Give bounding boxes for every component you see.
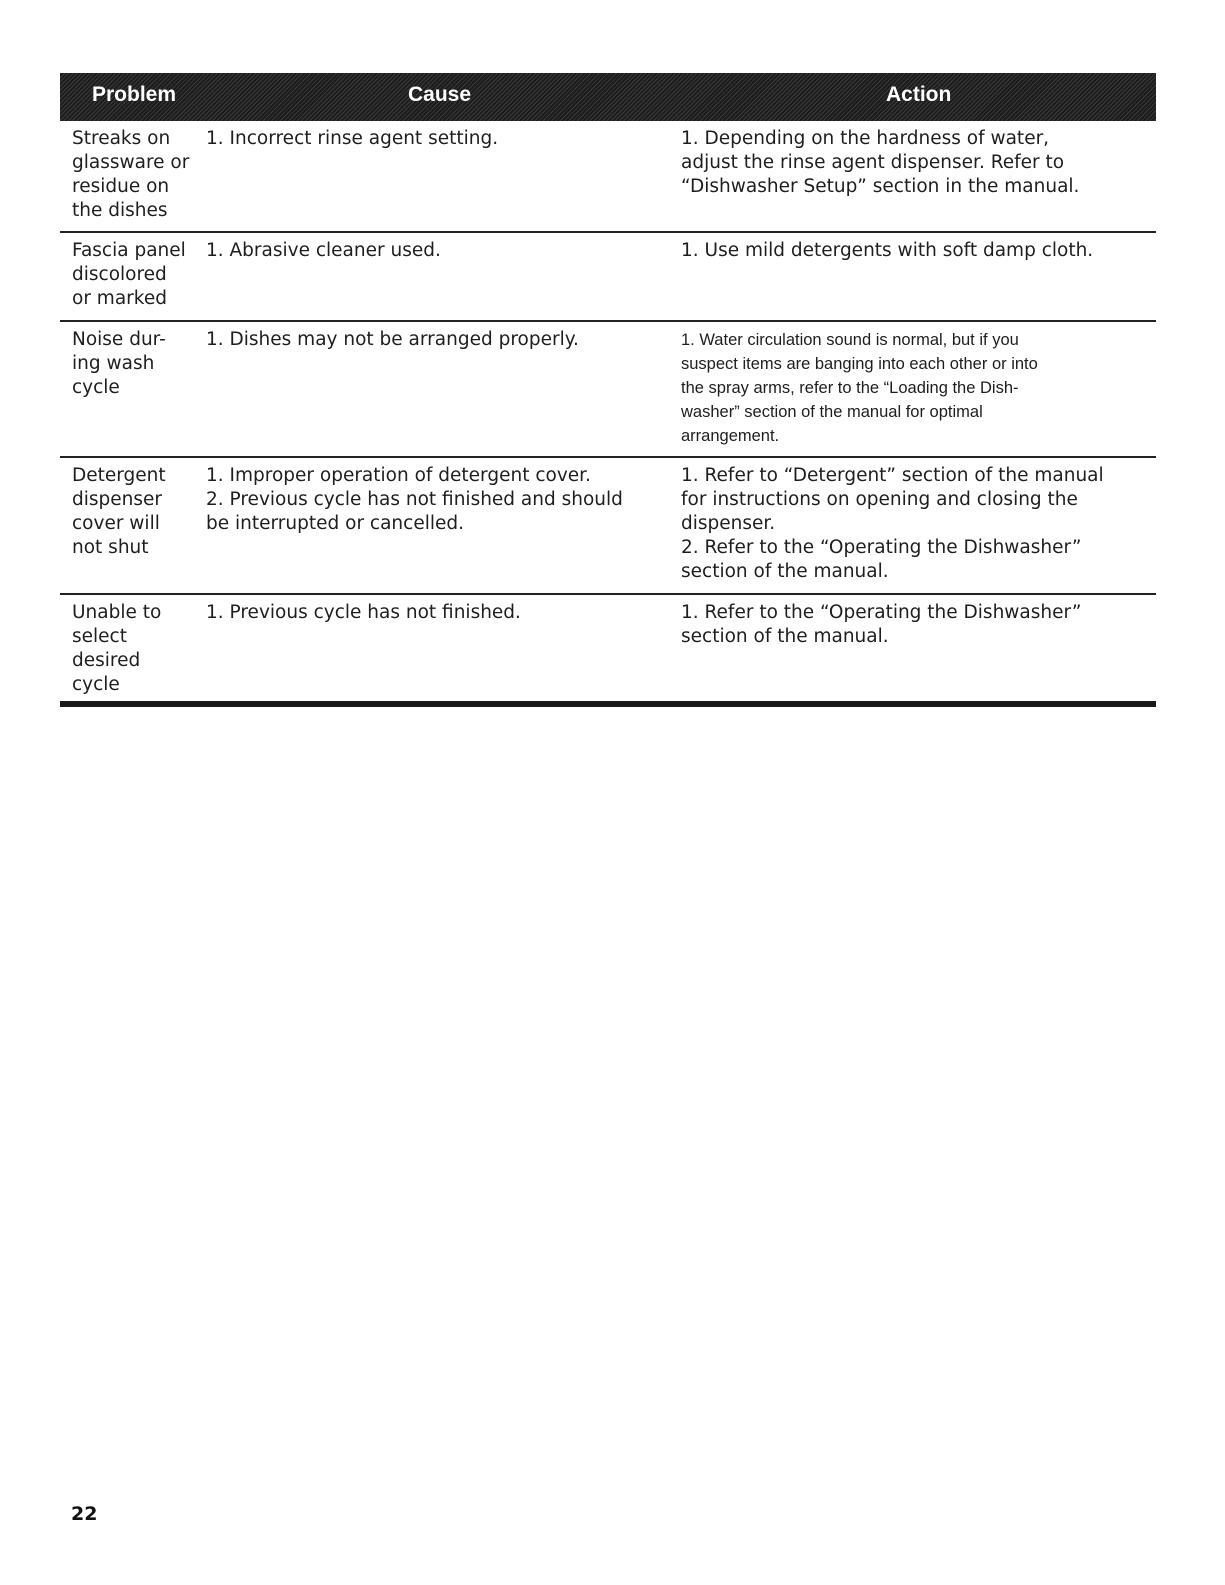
- troubleshooting-table: [60, 73, 1156, 707]
- table-row: [60, 233, 1156, 322]
- problem-cell: Fascia panel discolored or marked: [72, 240, 186, 309]
- table-row: [60, 595, 1156, 707]
- action-cell: 1. Refer to the “Operating the Dishwasher” section of the manual.: [681, 602, 1082, 647]
- page-number: 22: [71, 1503, 98, 1525]
- cause-cell: 1. Abrasive cleaner used.: [206, 240, 441, 261]
- table-row: [60, 322, 1156, 458]
- cause-cell: 1. Improper operation of detergent cover. 2. Previous cycle has not finished and should be interrupted or cancelled.: [206, 465, 623, 534]
- action-cell: 1. Depending on the hardness of water, adjust the rinse agent dispenser. Refer to “Dishwasher Setup” section in the manual.: [681, 128, 1080, 197]
- problem-cell: Noise dur- ing wash cycle: [72, 329, 166, 398]
- header-problem: Problem: [92, 83, 177, 106]
- table-row: [60, 121, 1156, 233]
- cause-cell: 1. Incorrect rinse agent setting.: [206, 128, 499, 149]
- action-cell: 1. Use mild detergents with soft damp cloth.: [681, 240, 1094, 261]
- action-cell: 1. Water circulation sound is normal, but if you suspect items are banging into each other or into the spray arms, refer to the “Loading the Dish- washer” section of the manual for optimal arrangement.: [681, 331, 1038, 445]
- problem-cell: Unable to select desired cycle: [72, 602, 162, 695]
- header-action: Action: [886, 83, 952, 106]
- action-cell: 1. Refer to “Detergent” section of the manual for instructions on opening and closing the dispenser. 2. Refer to the “Operating the Dishwasher” section of the manual.: [681, 465, 1104, 582]
- cause-cell: 1. Previous cycle has not finished.: [206, 602, 521, 623]
- table-header: [60, 73, 1156, 121]
- cause-cell: 1. Dishes may not be arranged properly.: [206, 329, 579, 350]
- header-cause: Cause: [408, 83, 472, 106]
- problem-cell: Streaks on glassware or residue on the dishes: [72, 128, 190, 221]
- problem-cell: Detergent dispenser cover will not shut: [72, 465, 166, 558]
- table-row: [60, 458, 1156, 595]
